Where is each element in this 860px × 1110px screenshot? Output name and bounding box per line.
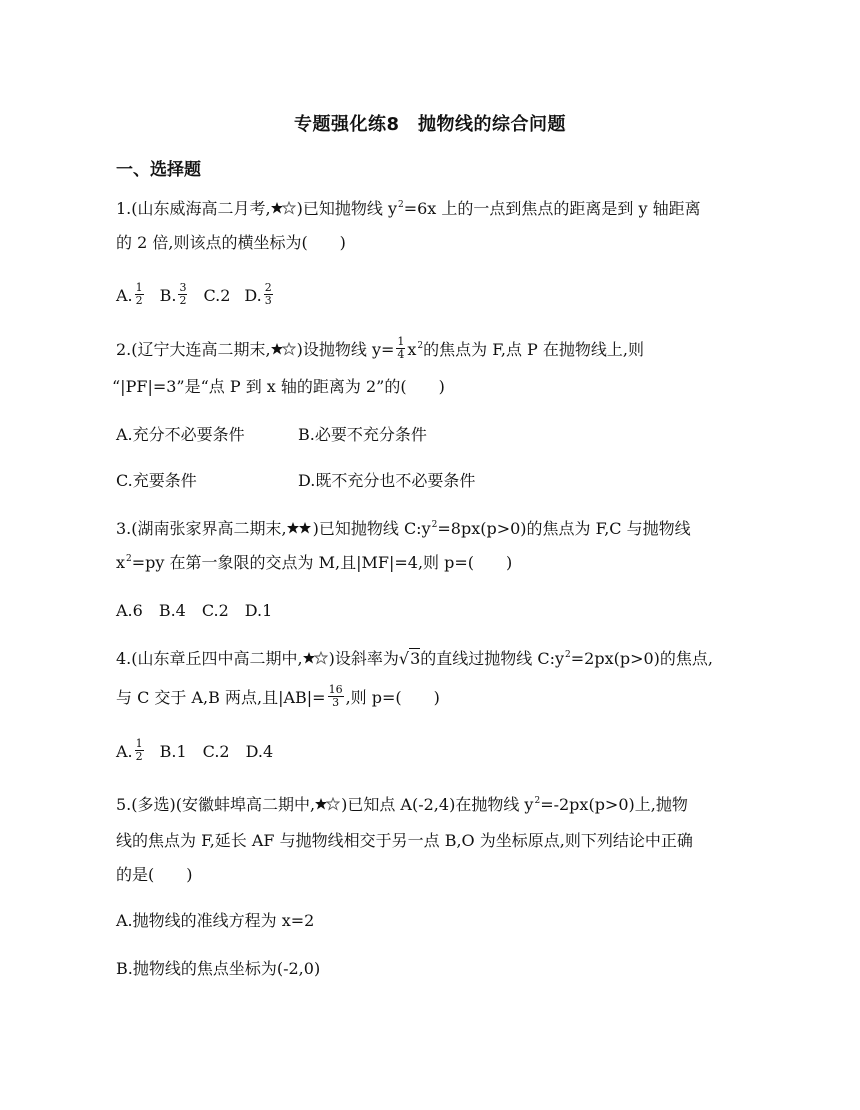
fraction: $\frac{3}{2}$: [179, 281, 187, 307]
fraction: $\frac{1}{4}$: [397, 335, 405, 361]
question-3-line-1: 3.(湖南张家界高二期末, )已知抛物线 $C:y^2=8px(p>0)$的焦点为 F,C 与抛物线: [116, 519, 691, 538]
question-1-options: A. $\frac{1}{2}$ B. $\frac{3}{2}$ C.2 D. $\frac{2}{3}$: [116, 281, 272, 307]
question-4-line-1: 4.(山东章丘四中高二期中, )设斜率为√3的直线过抛物线 $C:y^2=2px(p>0)$的焦点,: [116, 649, 714, 668]
fraction: $\frac{1}{2}$: [135, 281, 143, 307]
question-5-line-1: 5.(多选)(安徽蚌埠高二期中, )已知点 A(-2,4)在抛物线 $y^2=-2px(p>0)$上,抛物: [116, 795, 688, 814]
fraction: $\frac{16}{3}$: [328, 683, 343, 709]
question-4-options: A. $\frac{1}{2}$ B.1 C.2 D.4: [116, 737, 274, 763]
difficulty-star-icon: [271, 342, 297, 356]
question-2-option-b: B.必要不充分条件: [298, 425, 427, 444]
question-5-line-2: 线的焦点为 F,延长 AF 与抛物线相交于另一点 B,O 为坐标原点,则下列结论中正确: [116, 831, 693, 850]
section-heading: 一、选择题: [116, 160, 201, 180]
difficulty-star-icon: [271, 201, 297, 215]
question-2-option-c: C.充要条件: [116, 471, 197, 490]
square-root: √3: [398, 649, 421, 668]
difficulty-star-icon: [315, 797, 341, 811]
page-title: 专题强化练8 抛物线的综合问题: [293, 114, 567, 135]
question-5-line-3: 的是( ): [116, 865, 193, 884]
question-2-line-1: 2.(辽宁大连高二期末, )设抛物线 y= $\frac{1}{4}$ $x^2$的焦点为 F,点 P 在抛物线上,则: [116, 335, 644, 361]
fraction: $\frac{1}{2}$: [135, 737, 143, 763]
question-3-line-2: $x^2=py$ 在第一象限的交点为 M,且|MF|=4,则 p=( ): [116, 553, 513, 572]
question-1-line-2: 的 2 倍,则该点的横坐标为( ): [116, 233, 346, 252]
difficulty-star-icon: [287, 521, 313, 535]
question-5-option-b: B.抛物线的焦点坐标为(-2,0): [116, 959, 321, 978]
question-2-line-2: “|PF|=3”是“点 P 到 x 轴的距离为 2”的( ): [112, 377, 445, 396]
question-2-option-a: A.充分不必要条件: [116, 425, 245, 444]
difficulty-star-icon: [303, 651, 329, 665]
question-1-line-1: 1.(山东威海高二月考, )已知抛物线 $y^2=6x$ 上的一点到焦点的距离是到 y 轴距离: [116, 199, 701, 218]
question-2-option-d: D.既不充分也不必要条件: [298, 471, 476, 490]
question-5-option-a: A.抛物线的准线方程为 x=2: [116, 911, 315, 930]
question-4-line-2: 与 C 交于 A,B 两点,且|AB|= $\frac{16}{3}$ ,则 p=( ): [116, 683, 440, 709]
fraction: $\frac{2}{3}$: [264, 281, 272, 307]
question-3-options: A.6 B.4 C.2 D.1: [116, 601, 273, 620]
